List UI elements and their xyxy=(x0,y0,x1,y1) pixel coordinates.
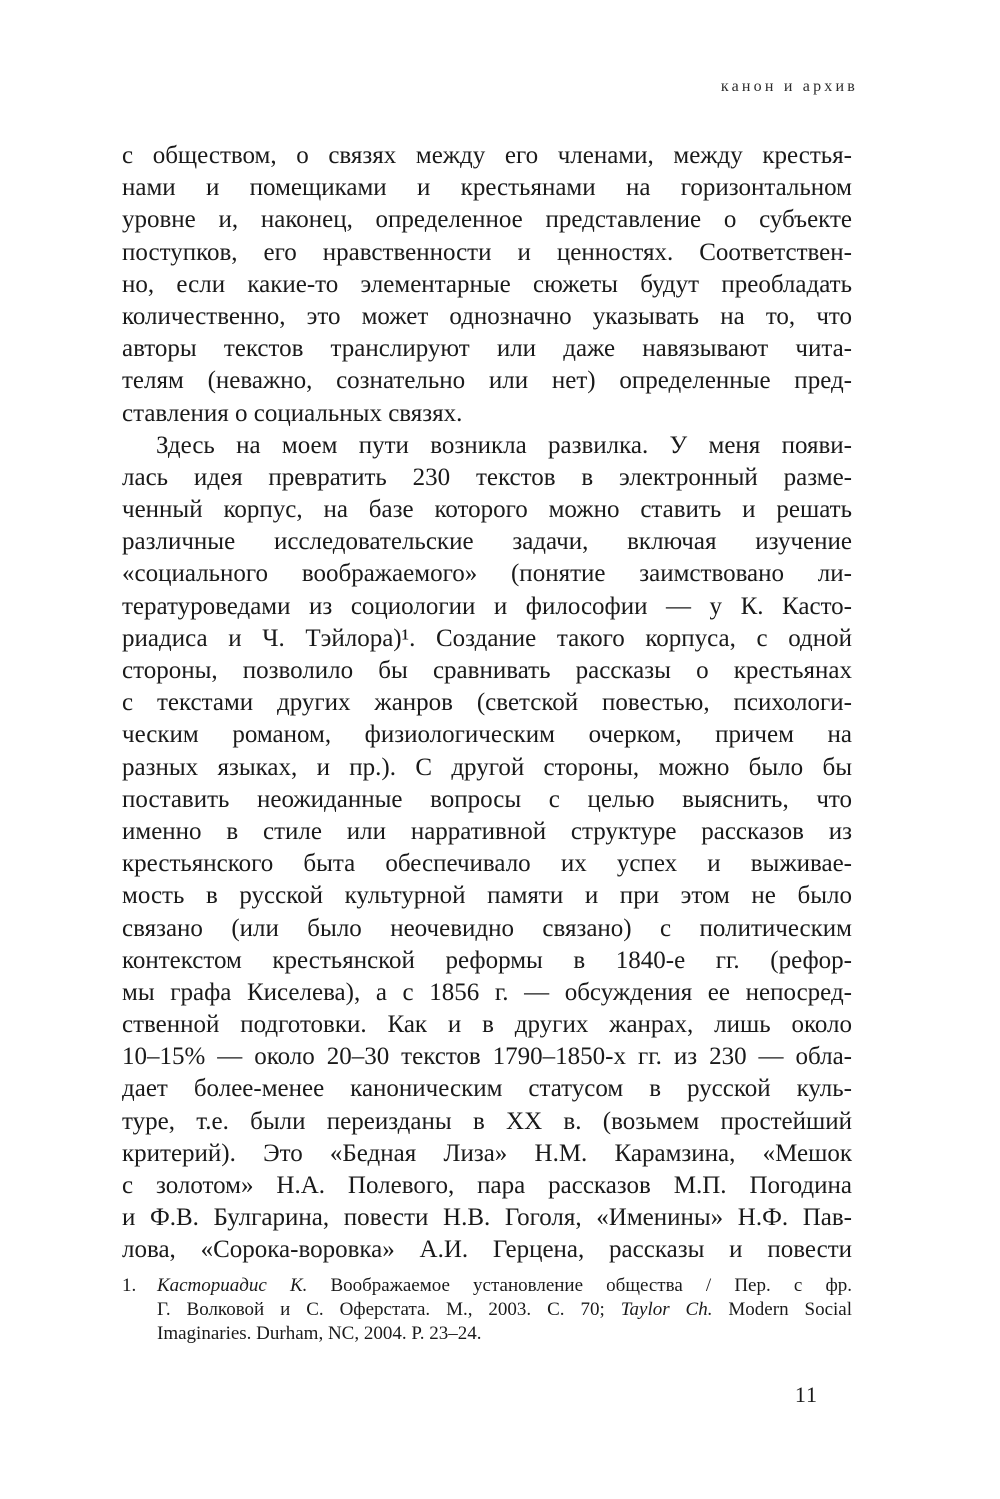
footnote-author: Taylor Ch. xyxy=(620,1299,713,1320)
footnotes xyxy=(122,1274,852,1346)
text-line: разных языках, и пр.). С другой стороны, можно было бы xyxy=(122,753,852,781)
footnote-text: Г. Волковой и С. Оферстата. М., 2003. С. 70; xyxy=(157,1299,621,1320)
footnote-line xyxy=(122,1274,852,1298)
text-line: ческим романом, физиологическим очерком, причем на xyxy=(122,721,852,749)
text-line: различные исследовательские задачи, включая изучение xyxy=(122,528,852,556)
text-line: мы графа Киселева), а с 1856 г. — обсуждения ее непосред- xyxy=(122,978,852,1006)
text-line: критерий). Это «Бедная Лиза» Н.М. Карамзина, «Мешок xyxy=(122,1139,852,1167)
text-line: ченный корпус, на базе которого можно ставить и решать xyxy=(122,496,852,524)
text-line: и Ф.В. Булгарина, повести Н.В. Гоголя, «Именины» Н.Ф. Пав- xyxy=(122,1204,852,1232)
text-line: тературоведами из социологии и философии — у К. Касто- xyxy=(122,592,852,620)
text-line: авторы текстов транслируют или даже навязывают чита- xyxy=(122,335,852,363)
text-line: лась идея превратить 230 текстов в электронный разме- xyxy=(122,463,852,491)
text-line: ственной подготовки. Как и в других жанрах, лишь около xyxy=(122,1011,852,1039)
text-line: риадиса и Ч. Тэйлора)¹. Создание такого корпуса, с одной xyxy=(122,624,852,652)
main-text xyxy=(122,140,852,1267)
text-line: но, если какие-то элементарные сюжеты будут преобладать xyxy=(122,270,852,298)
text-line: с обществом, о связях между его членами, между крестья- xyxy=(122,142,852,169)
text-line: с текстами других жанров (светской повестью, психологи- xyxy=(122,689,852,717)
text-line: именно в стиле или нарративной структуре рассказов из xyxy=(122,817,852,845)
text-line: стороны, позволило бы сравнивать рассказы о крестьянах xyxy=(122,657,852,684)
text-line: туре, т.е. были переизданы в XX в. (возьмем простейший xyxy=(122,1107,852,1135)
footnote-number: 1. xyxy=(122,1275,137,1296)
footnote-line xyxy=(122,1298,852,1322)
text-line: количественно, это может однозначно указывать на то, что xyxy=(122,302,852,330)
page-number: 11 xyxy=(794,1382,818,1407)
text-line: с золотом» Н.А. Полевого, пара рассказов М.П. Погодина xyxy=(122,1172,852,1199)
text-line: нами и помещиками и крестьянами на горизонтальном xyxy=(122,174,852,202)
text-line: 10–15% — около 20–30 текстов 1790–1850-х гг. из 230 — обла- xyxy=(122,1043,852,1071)
footnote-text: Modern Social xyxy=(712,1299,852,1320)
running-head: канон и архив xyxy=(720,78,858,95)
text-line: поставить неожиданные вопросы с целью выяснить, что xyxy=(122,785,852,813)
text-line: контекстом крестьянской реформы в 1840-е гг. (рефор- xyxy=(122,946,852,974)
footnote-author: Касториадис К. xyxy=(157,1275,308,1296)
text-line: ставления о социальных связях. xyxy=(122,399,463,427)
footnote-line xyxy=(122,1322,852,1346)
text-line: телям (неважно, сознательно или нет) определенные пред- xyxy=(122,367,852,395)
text-line: крестьянского быта обеспечивало их успех и выживае- xyxy=(122,850,852,878)
text-line: мость в русской культурной памяти и при этом не было xyxy=(122,882,852,910)
text-line: дает более-менее каноническим статусом в русской куль- xyxy=(122,1075,852,1103)
footnote-text: Воображаемое установление общества / Пер. с фр. xyxy=(307,1275,852,1296)
text-line: уровне и, наконец, определенное представление о субъекте xyxy=(122,206,852,234)
text-line: Здесь на моем пути возникла развилка. У меня появи- xyxy=(156,431,852,459)
text-line: связано (или было неочевидно связано) с политическим xyxy=(122,914,852,942)
text-line: поступков, его нравственности и ценностях. Соответствен- xyxy=(122,238,852,266)
footnote-text: Imaginaries. Durham, NC, 2004. P. 23–24. xyxy=(157,1323,482,1344)
text-line: «социального воображаемого» (понятие заимствовано ли- xyxy=(122,560,852,588)
text-line: лова, «Сорока-воровка» А.И. Герцена, рассказы и повести xyxy=(122,1236,852,1264)
